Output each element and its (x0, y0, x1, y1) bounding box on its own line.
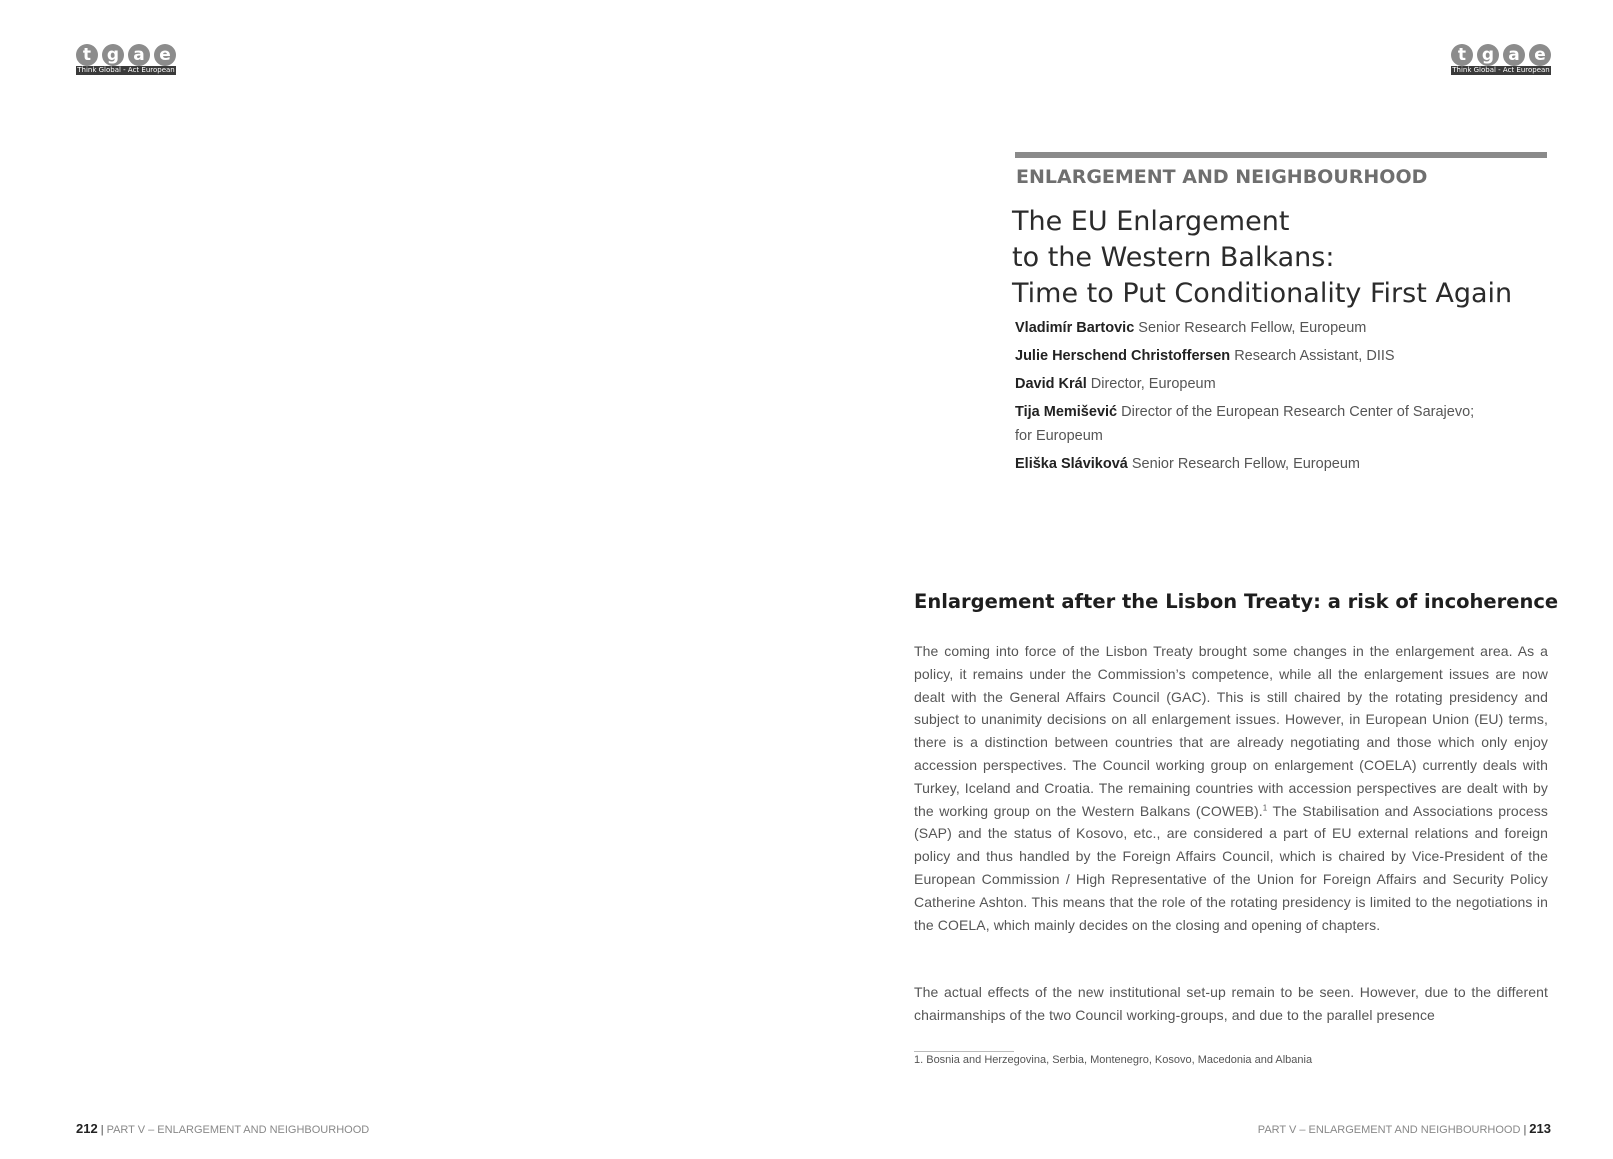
author-role: Research Assistant, DIIS (1234, 348, 1395, 364)
logo-letters (1451, 44, 1551, 66)
author-list (1015, 316, 1485, 480)
paragraph-text: The actual effects of the new institutional set-up remain to be seen. However, due to the different chairmanships of the two Council working-groups, and due to the parallel presence (914, 984, 1548, 1023)
footnote: 1. Bosnia and Herzegovina, Serbia, Montenegro, Kosovo, Macedonia and Albania (914, 1054, 1313, 1066)
author-role: Senior Research Fellow, Europeum (1131, 456, 1360, 472)
section-label: ENLARGEMENT AND NEIGHBOURHOOD (1016, 166, 1428, 188)
chapter-title (1012, 204, 1572, 312)
logo-letter: e (1529, 44, 1551, 66)
title-line: The EU Enlargement (1012, 206, 1290, 237)
section-heading: Enlargement after the Lisbon Treaty: a risk of incoherence (914, 590, 1559, 613)
tgae-logo-left (76, 44, 176, 75)
page-number: 212 (76, 1121, 98, 1136)
logo-letters (76, 44, 176, 66)
running-head: PART V – ENLARGEMENT AND NEIGHBOURHOOD (106, 1124, 370, 1136)
author-name: Julie Herschend Christoffersen (1015, 348, 1231, 364)
logo-letter: g (102, 44, 124, 66)
logo-tagline: Think Global - Act European (1452, 66, 1550, 74)
logo-letter: e (154, 44, 176, 66)
title-line: to the Western Balkans: (1012, 242, 1335, 273)
folio-right: PART V – ENLARGEMENT AND NEIGHBOURHOOD | 213 (1257, 1121, 1551, 1136)
author-name: Vladimír Bartovic (1015, 320, 1135, 336)
logo-tagline: Think Global - Act European (77, 66, 175, 74)
title-line: Time to Put Conditionality First Again (1012, 278, 1513, 309)
footnote-marker[interactable]: 1 (1262, 802, 1268, 812)
tgae-logo-right (1451, 44, 1551, 75)
logo-letter: t (1451, 44, 1473, 66)
footnote-rule (914, 1051, 1014, 1052)
author-entry (1015, 452, 1485, 476)
logo-letter: a (1503, 44, 1525, 66)
author-role: Director, Europeum (1090, 376, 1216, 392)
logo-letter: g (1477, 44, 1499, 66)
header-rule (1015, 152, 1547, 158)
author-name: Tija Memišević (1015, 404, 1118, 420)
author-role: Senior Research Fellow, Europeum (1138, 320, 1367, 336)
author-entry (1015, 316, 1485, 340)
paragraph-text: The Stabilisation and Associations process (SAP) and the status of Kosovo, etc., are considered a part of EU external relations and foreign policy and thus handled by the Foreign Affairs Council, which is chaired by Vice-President of the European Commission / High Representative of the Union for Foreign Affairs and Security Policy Catherine Ashton. This means that the role of the rotating presidency is limited to the negotiations in the COELA, which mainly decides on the closing and opening of chapters. (914, 802, 1548, 933)
logo-letter: t (76, 44, 98, 66)
page-number: 213 (1529, 1121, 1551, 1136)
author-entry (1015, 372, 1485, 396)
author-role-continued: for Europeum (1015, 428, 1103, 444)
folio-left: 212 | PART V – ENLARGEMENT AND NEIGHBOURHOOD (76, 1121, 370, 1136)
author-entry (1015, 344, 1485, 368)
author-entry (1015, 400, 1485, 448)
body-paragraph (914, 640, 1548, 936)
logo-letter: a (128, 44, 150, 66)
author-name: David Král (1015, 376, 1087, 392)
body-paragraph (914, 981, 1548, 1027)
paragraph-text: The coming into force of the Lisbon Treaty brought some changes in the enlargement area. As a policy, it remains under the Commission’s competence, while all the enlargement issues are now dealt with the General Affairs Council (GAC). This is still chaired by the rotating presidency and subject to unanimity decisions on all enlargement issues. However, in European Union (EU) terms, there is a distinction between countries that are already negotiating and those which only enjoy accession perspectives. The Council working group on enlargement (COELA) currently deals with Turkey, Iceland and Croatia. The remaining countries with accession perspectives are dealt with by the working group on the Western Balkans (COWEB). (914, 643, 1548, 819)
author-name: Eliška Sláviková (1015, 456, 1128, 472)
author-role: Director of the European Research Center of Sarajevo; (1121, 404, 1475, 420)
running-head: PART V – ENLARGEMENT AND NEIGHBOURHOOD (1257, 1124, 1521, 1136)
